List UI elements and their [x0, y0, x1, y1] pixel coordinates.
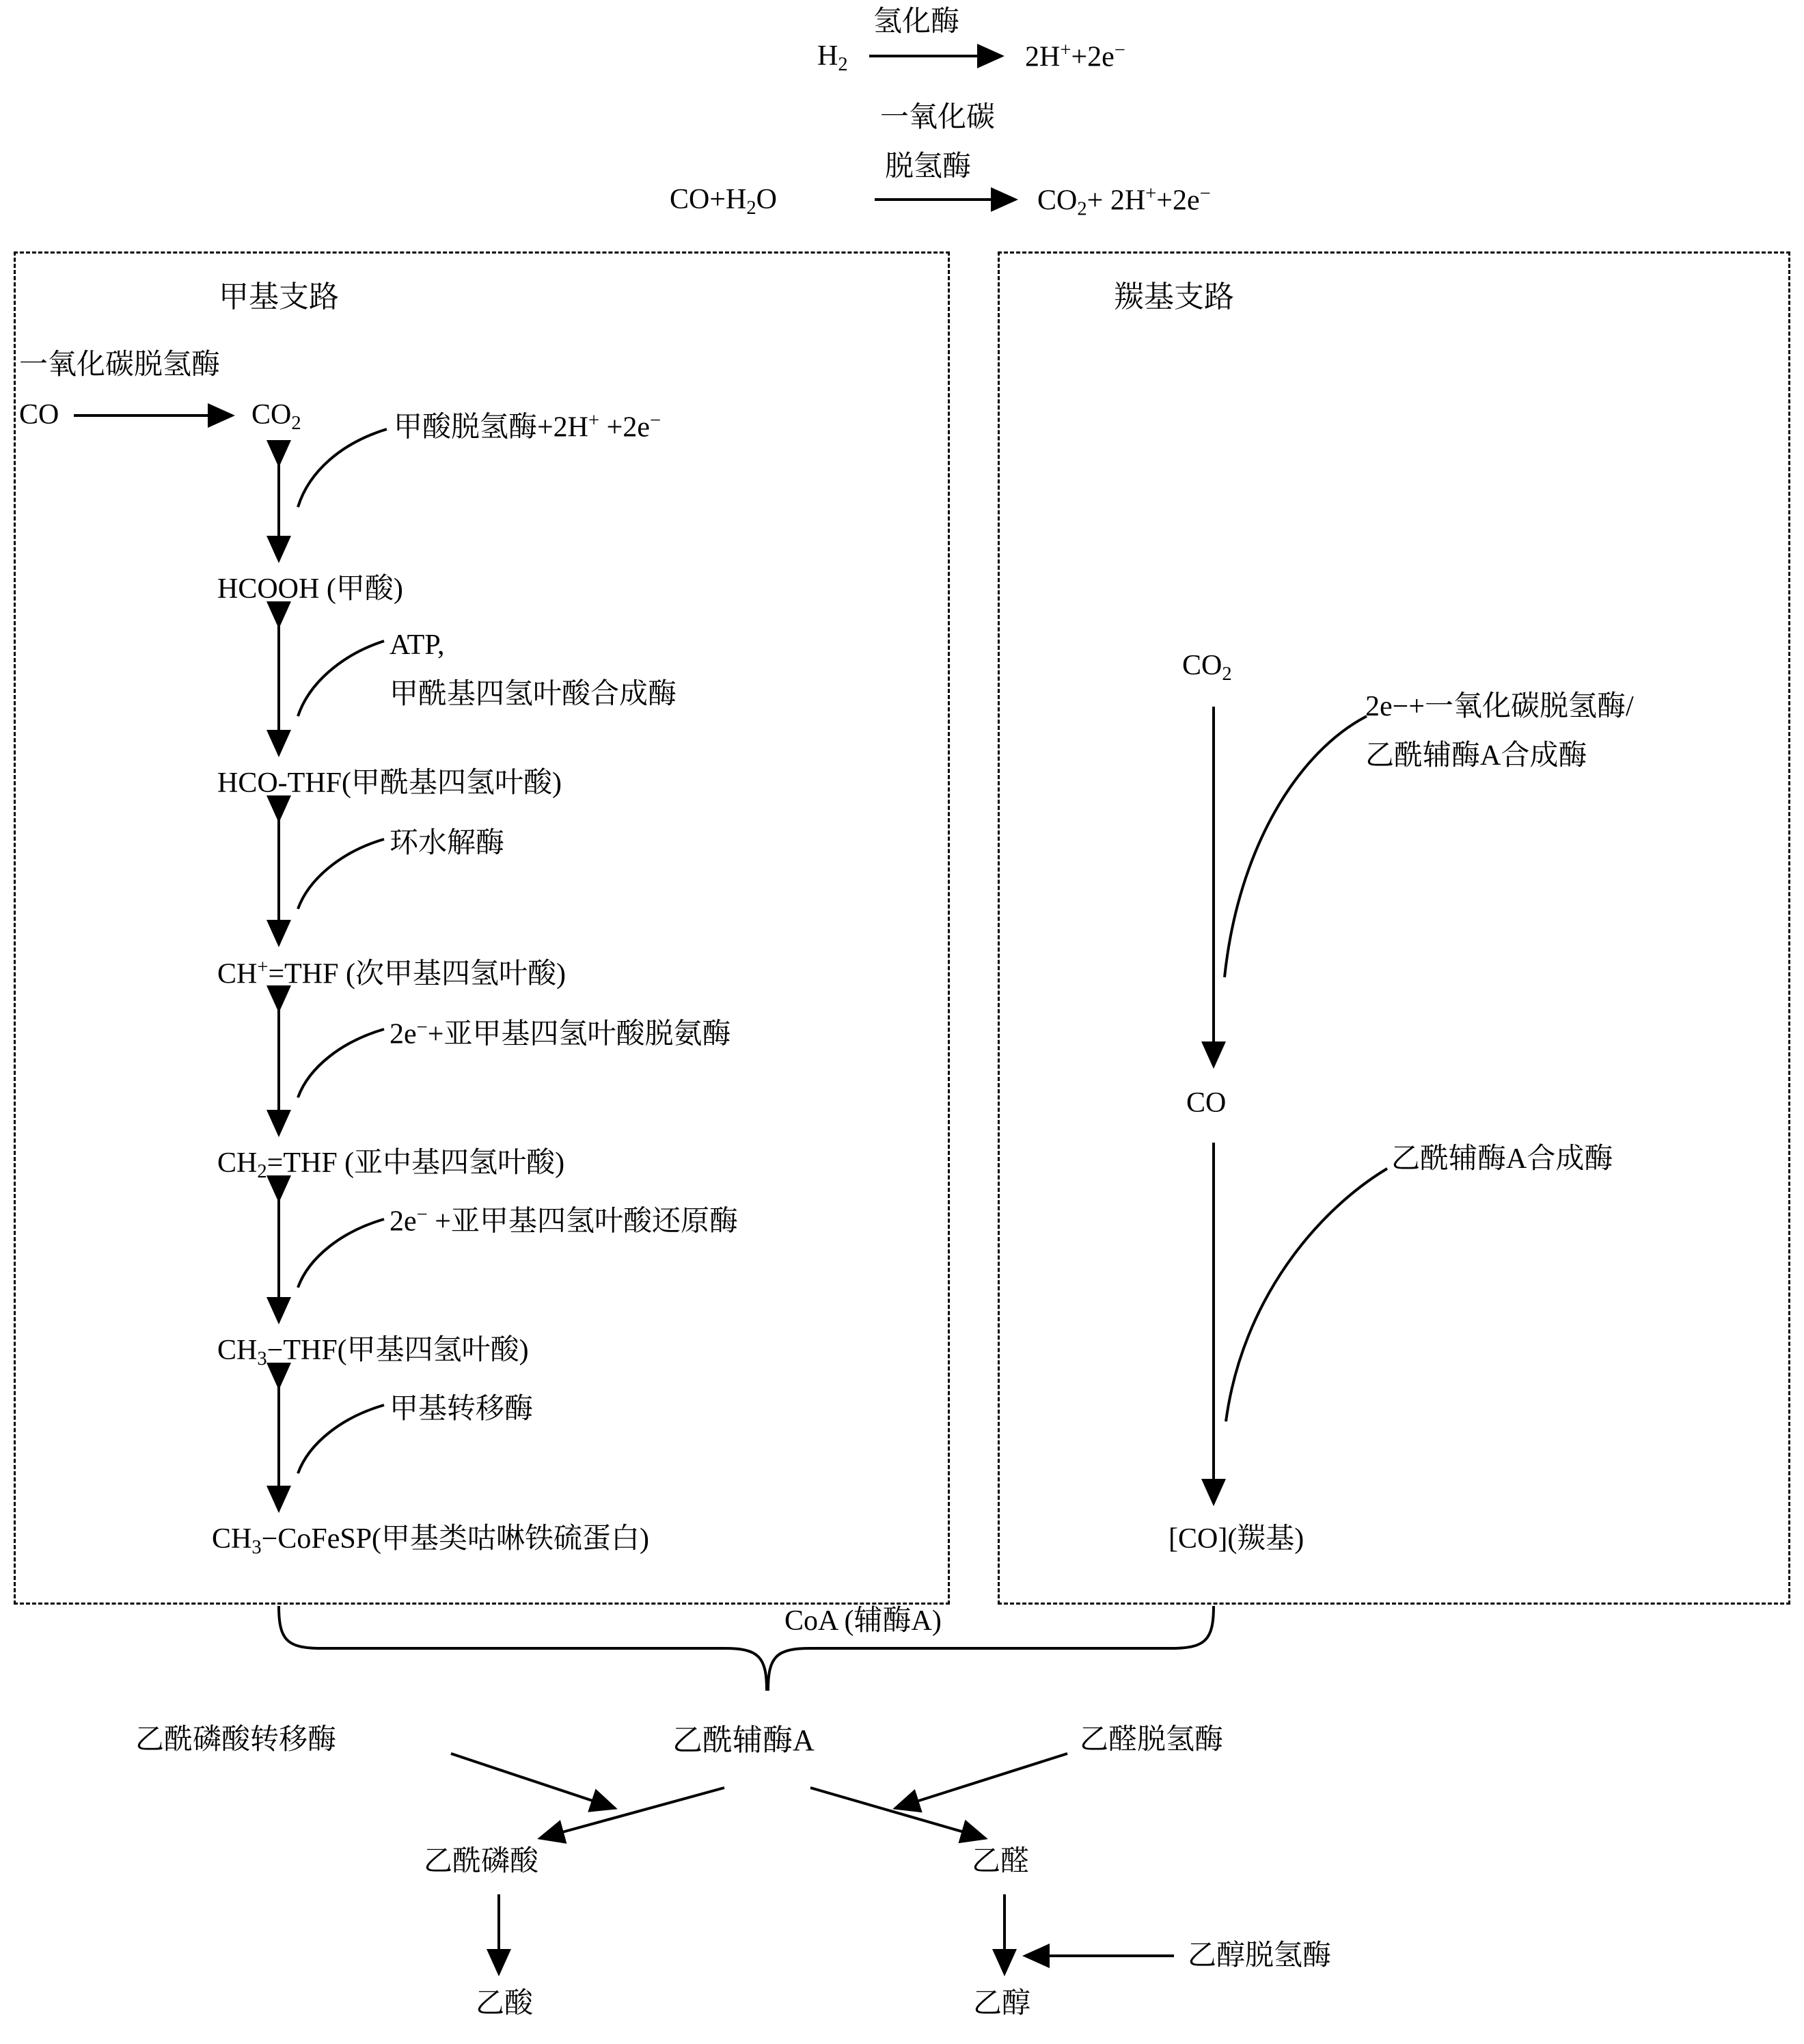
carbonyl-enzyme1-label-line2: 乙酰辅酶A合成酶 — [1365, 740, 1587, 772]
carbonyl-enzyme1-label-line1: 2e−+一氧化碳脱氢酶/ — [1365, 691, 1634, 722]
co-reactant-label: $CO+H_2O$ — [670, 184, 777, 219]
acetaldehyde-dehydrogenase-label: 乙醛脱氢酶 — [1080, 1724, 1224, 1756]
methyl-step6-product-label: $CH_3-CoFeSP$(甲基类咕啉铁硫蛋白) — [212, 1523, 650, 1558]
acetaldehyde-label: 乙醛 — [972, 1846, 1030, 1877]
methyl-step3-enzyme-label: 环水解酶 — [390, 828, 505, 859]
methyl-top-enzyme-label: 一氧化碳脱氢酶 — [19, 349, 221, 381]
ethanol-label: 乙醇 — [973, 1988, 1031, 2019]
methyl-co2-label: $CO_2$ — [251, 399, 301, 434]
methyl-step4-enzyme-label: 2e−+亚甲基四氢叶酸脱氨酶 — [390, 1017, 731, 1050]
methyl-step2-enzyme-label-line1: ATP, — [390, 629, 445, 661]
methyl-start-label: CO — [19, 399, 59, 431]
ethanol-dehydrogenase-label: 乙醇脱氢酶 — [1188, 1940, 1332, 1972]
methyl-step3-product-label: CH+=THF (次甲基四氢叶酸) — [217, 957, 566, 990]
co-enzyme-label-line2: 脱氢酶 — [885, 151, 972, 182]
methyl-step1-product-label: HCOOH (甲酸) — [217, 573, 403, 605]
carbonyl-start-label: $CO_2$ — [1182, 650, 1232, 685]
acetic-acid-label: 乙酸 — [476, 1988, 534, 2019]
carbonyl-enzyme2-label: 乙酰辅酶A合成酶 — [1391, 1143, 1613, 1175]
methyl-branch-title: 甲基支路 — [219, 280, 339, 314]
carbonyl-end-label: [CO](羰基) — [1168, 1523, 1304, 1555]
methyl-step2-product-label: HCO-THF(甲酰基四氢叶酸) — [217, 767, 562, 799]
methyl-step4-product-label: $CH_2=THF$ (亚中基四氢叶酸) — [217, 1147, 565, 1182]
carbonyl-branch-title: 羰基支路 — [1114, 280, 1234, 314]
coa-label: CoA (辅酶A) — [784, 1605, 942, 1637]
acetyl-phosphate-label: 乙酰磷酸 — [424, 1846, 539, 1877]
acetyl-coa-label: 乙酰辅酶A — [672, 1723, 815, 1757]
co-enzyme-label-line1: 一氧化碳 — [880, 102, 996, 133]
h2-product-label: 2H++2e− — [1025, 40, 1125, 73]
h2-enzyme-label: 氢化酶 — [873, 6, 960, 38]
carbonyl-middle-label: CO — [1186, 1087, 1227, 1119]
acetyl-phosphate-transferase-label: 乙酰磷酸转移酶 — [135, 1724, 337, 1756]
methyl-step5-product-label: $CH_3-THF$(甲基四氢叶酸) — [217, 1335, 529, 1370]
h2-reactant-label: $H_2$ — [817, 40, 848, 75]
methyl-step6-enzyme-label: 甲基转移酶 — [390, 1393, 534, 1425]
co-product-label: $CO_2+ 2H^++2e^-$ — [1037, 183, 1211, 220]
carbonyl-branch-box — [998, 251, 1790, 1605]
methyl-step5-enzyme-label: 2e− +亚甲基四氢叶酸还原酶 — [390, 1204, 738, 1238]
methyl-step2-enzyme-label-line2: 甲酰基四氢叶酸合成酶 — [390, 679, 677, 710]
methyl-step1-enzyme-label: 甲酸脱氢酶+2H+ +2e− — [394, 410, 661, 444]
